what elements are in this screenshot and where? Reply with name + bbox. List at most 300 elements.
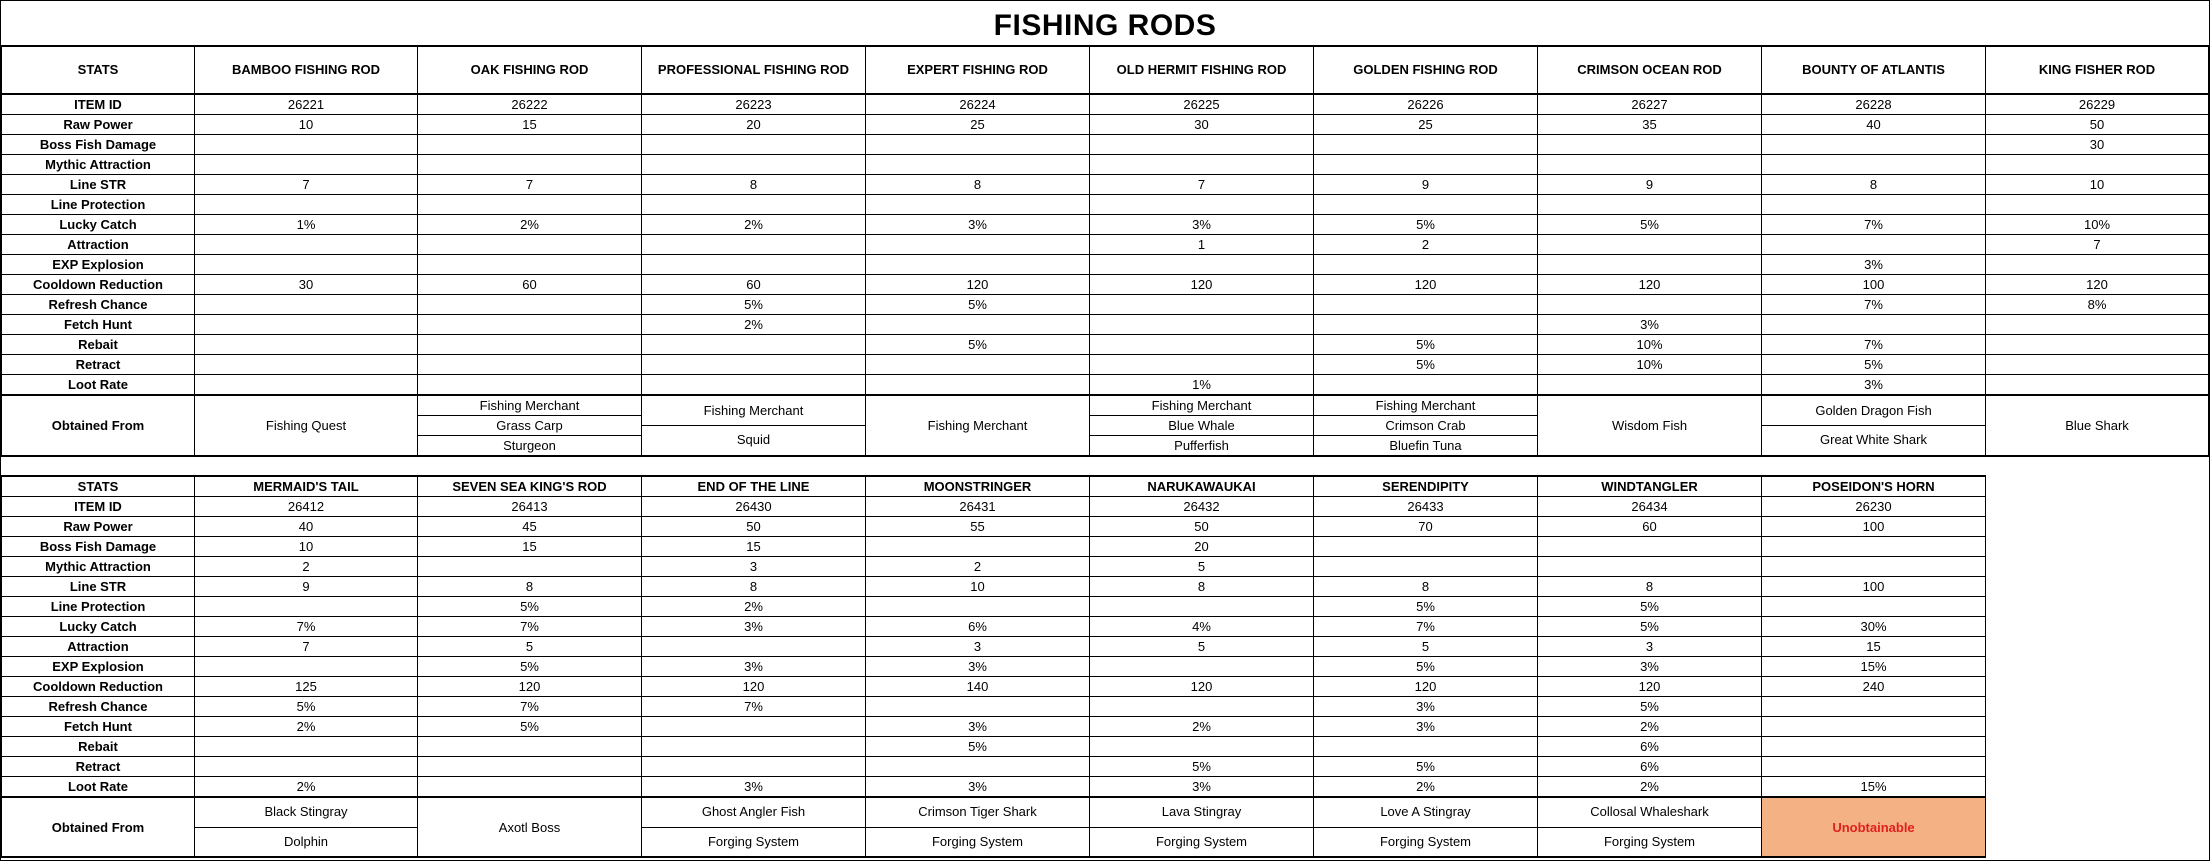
stat-value — [1762, 757, 1986, 777]
stat-value: 2% — [642, 597, 866, 617]
stat-value: 3% — [866, 717, 1090, 737]
rod-name-header: BAMBOO FISHING ROD — [195, 47, 418, 94]
stat-value: 5% — [1538, 597, 1762, 617]
stat-value — [642, 255, 866, 275]
stat-value: 240 — [1762, 677, 1986, 697]
stat-value: 30 — [1090, 115, 1314, 135]
obtained-source: Squid — [736, 432, 771, 447]
stat-label: Rebait — [2, 737, 195, 757]
stat-value — [866, 697, 1090, 717]
stat-value: 3% — [1762, 255, 1986, 275]
rods-table-1 — [1, 47, 2209, 457]
stat-value: 2% — [642, 215, 866, 235]
stat-value — [866, 195, 1090, 215]
stat-label: Fetch Hunt — [2, 315, 195, 335]
obtained-cell — [1762, 797, 1986, 857]
stat-value: 10 — [866, 577, 1090, 597]
table-row — [2, 557, 1986, 577]
stat-value — [866, 375, 1090, 396]
stat-value: 10% — [1538, 335, 1762, 355]
stat-value — [418, 335, 642, 355]
table-row — [2, 275, 2209, 295]
obtained-source: Fishing Merchant — [927, 418, 1028, 433]
stat-value: 2% — [642, 315, 866, 335]
obtained-source: Wisdom Fish — [1611, 418, 1688, 433]
stat-value — [1538, 135, 1762, 155]
stat-value — [866, 135, 1090, 155]
stat-value: 10 — [1986, 175, 2209, 195]
stat-value — [1090, 295, 1314, 315]
stat-value — [642, 355, 866, 375]
stat-value — [1986, 375, 2209, 396]
stat-value: 5% — [1090, 757, 1314, 777]
table-row — [2, 215, 2209, 235]
stat-value: 26230 — [1762, 497, 1986, 517]
table-row — [2, 355, 2209, 375]
stat-value: 5% — [418, 717, 642, 737]
obtained-source: Fishing Merchant — [418, 396, 641, 416]
stat-label: EXP Explosion — [2, 657, 195, 677]
stat-value: 7% — [1762, 295, 1986, 315]
stat-label: Mythic Attraction — [2, 155, 195, 175]
stat-label: Attraction — [2, 235, 195, 255]
stat-value: 26412 — [195, 497, 418, 517]
table-row — [2, 175, 2209, 195]
rod-name-header: MERMAID'S TAIL — [195, 476, 418, 497]
stat-value: 5% — [195, 697, 418, 717]
obtained-cell — [1090, 797, 1314, 857]
obtained-source: Fishing Merchant — [1314, 396, 1537, 416]
stat-value — [418, 375, 642, 396]
stat-value — [1538, 195, 1762, 215]
obtained-cell — [866, 797, 1090, 857]
table-row — [2, 657, 1986, 677]
obtained-source: Blue Shark — [2065, 418, 2129, 433]
stat-label: Refresh Chance — [2, 295, 195, 315]
stat-value — [1090, 315, 1314, 335]
table-row — [2, 115, 2209, 135]
stat-value: 7 — [418, 175, 642, 195]
table-row — [2, 255, 2209, 275]
stat-value: 100 — [1762, 517, 1986, 537]
stat-value — [1314, 737, 1538, 757]
stat-value: 3% — [642, 657, 866, 677]
stat-value: 45 — [418, 517, 642, 537]
stat-label: Raw Power — [2, 517, 195, 537]
stat-value: 120 — [1986, 275, 2209, 295]
stat-value: 26434 — [1538, 497, 1762, 517]
obtained-cell — [642, 797, 866, 857]
stat-value: 3% — [642, 617, 866, 637]
stat-value: 30 — [1986, 135, 2209, 155]
stat-value — [1314, 537, 1538, 557]
stat-label: Line STR — [2, 175, 195, 195]
table-row — [2, 497, 1986, 517]
table-separator — [1, 455, 2210, 475]
stat-value — [1762, 155, 1986, 175]
rod-name-header: MOONSTRINGER — [866, 476, 1090, 497]
stat-value: 2% — [418, 215, 642, 235]
stat-value — [1762, 557, 1986, 577]
stat-value: 7 — [1986, 235, 2209, 255]
stat-value: 26222 — [418, 94, 642, 115]
stat-value — [1314, 135, 1538, 155]
stat-value: 100 — [1762, 577, 1986, 597]
stat-value: 6% — [866, 617, 1090, 637]
stat-value: 8 — [418, 577, 642, 597]
obtained-source: Ghost Angler Fish — [642, 798, 865, 828]
table-row — [2, 617, 1986, 637]
stat-value: 5 — [1090, 637, 1314, 657]
stat-value: 3 — [642, 557, 866, 577]
stat-value — [195, 597, 418, 617]
stat-label: Attraction — [2, 637, 195, 657]
stat-value: 5% — [1314, 335, 1538, 355]
obtained-source: Blue Whale — [1090, 416, 1313, 436]
stat-label: Cooldown Reduction — [2, 275, 195, 295]
stat-value: 5% — [1314, 657, 1538, 677]
stat-value: 7 — [195, 637, 418, 657]
stat-value: 6% — [1538, 737, 1762, 757]
stat-value: 8% — [1986, 295, 2209, 315]
table-row — [2, 577, 1986, 597]
stat-value: 5% — [1538, 617, 1762, 637]
stat-value: 3 — [866, 637, 1090, 657]
stat-value: 26225 — [1090, 94, 1314, 115]
stat-value: 5 — [1314, 637, 1538, 657]
obtained-source: Pufferfish — [1174, 438, 1229, 453]
obtained-cell — [1314, 797, 1538, 857]
stat-label: Raw Power — [2, 115, 195, 135]
stats-header: STATS — [2, 476, 195, 497]
stat-value — [195, 295, 418, 315]
stat-value: 3% — [1314, 697, 1538, 717]
stat-label: Line STR — [2, 577, 195, 597]
obtained-source: Axotl Boss — [498, 819, 561, 835]
stat-value: 3% — [866, 777, 1090, 798]
obtained-source: Great White Shark — [1820, 432, 1927, 447]
stat-value: 15 — [642, 537, 866, 557]
stat-value: 10 — [195, 537, 418, 557]
obtained-cell — [195, 797, 418, 857]
rod-name-header: GOLDEN FISHING ROD — [1314, 47, 1538, 94]
rods-table-2 — [1, 475, 1986, 858]
stat-label: Boss Fish Damage — [2, 135, 195, 155]
stat-value — [1538, 557, 1762, 577]
stat-value: 9 — [1314, 175, 1538, 195]
stat-value — [1090, 597, 1314, 617]
stat-value — [418, 737, 642, 757]
stat-value — [1090, 355, 1314, 375]
stat-value — [1090, 335, 1314, 355]
stat-value — [1762, 537, 1986, 557]
stat-value: 120 — [418, 677, 642, 697]
stat-value — [195, 375, 418, 396]
obtained-cell — [642, 395, 866, 456]
stat-value: 55 — [866, 517, 1090, 537]
stat-value: 7% — [418, 697, 642, 717]
stat-value: 2% — [195, 777, 418, 798]
stat-value — [418, 195, 642, 215]
obtained-cell — [195, 395, 418, 456]
stat-value — [1090, 697, 1314, 717]
stat-value — [195, 335, 418, 355]
stat-value — [1762, 195, 1986, 215]
stat-value: 5 — [1090, 557, 1314, 577]
stat-label: Rebait — [2, 335, 195, 355]
stat-value — [418, 255, 642, 275]
rod-name-header: SEVEN SEA KING'S ROD — [418, 476, 642, 497]
stat-value: 5% — [1762, 355, 1986, 375]
stat-value — [642, 375, 866, 396]
table-row — [2, 777, 1986, 798]
stats-header: STATS — [2, 47, 195, 94]
stat-value: 26432 — [1090, 497, 1314, 517]
obtained-source: Love A Stingray — [1314, 798, 1537, 828]
rod-name-header: POSEIDON'S HORN — [1762, 476, 1986, 497]
table-row — [2, 375, 2209, 396]
stat-value: 120 — [1090, 677, 1314, 697]
stat-value — [1762, 135, 1986, 155]
table-row — [2, 697, 1986, 717]
stat-value — [866, 757, 1090, 777]
table-row — [2, 195, 2209, 215]
stat-value: 2% — [1538, 717, 1762, 737]
obtained-source: Golden Dragon Fish — [1762, 397, 1985, 427]
table-row — [2, 94, 2209, 115]
stat-value — [1090, 657, 1314, 677]
obtained-row — [2, 395, 2209, 456]
obtained-source: Crimson Crab — [1314, 416, 1537, 436]
stat-label: ITEM ID — [2, 94, 195, 115]
stat-value: 7% — [195, 617, 418, 637]
table-row — [2, 717, 1986, 737]
stat-value — [1090, 135, 1314, 155]
obtained-cell — [1986, 395, 2209, 456]
stat-value — [1986, 355, 2209, 375]
stat-value — [1762, 717, 1986, 737]
sheet-title: FISHING RODS — [1, 1, 2209, 47]
obtained-cell — [1538, 797, 1762, 857]
stat-value: 3% — [1538, 315, 1762, 335]
stat-value — [1314, 295, 1538, 315]
table-row — [2, 757, 1986, 777]
stat-value: 8 — [1090, 577, 1314, 597]
stat-value: 40 — [1762, 115, 1986, 135]
stat-value: 26227 — [1538, 94, 1762, 115]
stat-value — [1314, 255, 1538, 275]
stat-value: 20 — [642, 115, 866, 135]
stat-value: 26224 — [866, 94, 1090, 115]
stat-value — [195, 355, 418, 375]
stat-value — [1090, 155, 1314, 175]
stat-value: 10% — [1986, 215, 2209, 235]
stat-value: 120 — [1314, 275, 1538, 295]
stat-label: Retract — [2, 757, 195, 777]
table-row — [2, 315, 2209, 335]
stat-value: 125 — [195, 677, 418, 697]
stat-value: 26226 — [1314, 94, 1538, 115]
stat-label: Retract — [2, 355, 195, 375]
obtained-source: Fishing Merchant — [1090, 396, 1313, 416]
stat-value: 9 — [1538, 175, 1762, 195]
table-row — [2, 235, 2209, 255]
stat-value: 2 — [866, 557, 1090, 577]
stat-value: 5% — [1314, 215, 1538, 235]
obtained-label: Obtained From — [2, 797, 195, 857]
stat-value — [1314, 195, 1538, 215]
stat-value: 9 — [195, 577, 418, 597]
stat-value: 5% — [866, 335, 1090, 355]
stat-value: 2% — [195, 717, 418, 737]
stat-value — [1314, 375, 1538, 396]
obtained-source: Forging System — [707, 833, 800, 849]
stat-value: 15% — [1762, 657, 1986, 677]
stat-value: 5% — [1314, 757, 1538, 777]
stat-value: 1% — [195, 215, 418, 235]
stat-value: 5% — [866, 737, 1090, 757]
stat-value — [1762, 235, 1986, 255]
rod-name-header: CRIMSON OCEAN ROD — [1538, 47, 1762, 94]
stat-value — [1538, 255, 1762, 275]
stat-value — [642, 737, 866, 757]
obtained-source: Collosal Whaleshark — [1538, 798, 1761, 828]
stat-value — [1762, 737, 1986, 757]
stat-value: 10 — [195, 115, 418, 135]
stat-value — [1090, 195, 1314, 215]
rod-name-header: OAK FISHING ROD — [418, 47, 642, 94]
stat-value: 7 — [1090, 175, 1314, 195]
stat-value: 3% — [866, 215, 1090, 235]
stat-value — [418, 777, 642, 798]
stat-value — [195, 135, 418, 155]
stat-value: 2% — [1314, 777, 1538, 798]
stat-value — [418, 235, 642, 255]
stat-value: 1 — [1090, 235, 1314, 255]
stat-value: 6% — [1538, 757, 1762, 777]
stat-value — [1762, 697, 1986, 717]
rod-name-header: WINDTANGLER — [1538, 476, 1762, 497]
stat-value: 25 — [866, 115, 1090, 135]
stat-value: 26431 — [866, 497, 1090, 517]
stat-value: 3% — [1762, 375, 1986, 396]
obtained-source: Forging System — [1155, 833, 1248, 849]
stat-label: Lucky Catch — [2, 215, 195, 235]
stat-value: 10% — [1538, 355, 1762, 375]
stat-value: 40 — [195, 517, 418, 537]
stat-label: Loot Rate — [2, 777, 195, 798]
stat-value: 50 — [1986, 115, 2209, 135]
stat-value: 7% — [1762, 215, 1986, 235]
stat-value — [1538, 537, 1762, 557]
stat-value: 7% — [1762, 335, 1986, 355]
stat-value: 50 — [642, 517, 866, 537]
stat-value — [642, 637, 866, 657]
stat-value: 15 — [418, 537, 642, 557]
stat-value — [642, 757, 866, 777]
stat-value: 60 — [642, 275, 866, 295]
stat-value: 5% — [866, 295, 1090, 315]
obtained-source: Bluefin Tuna — [1389, 438, 1462, 453]
stat-value: 26433 — [1314, 497, 1538, 517]
stat-value: 2 — [195, 557, 418, 577]
obtained-cell — [866, 395, 1090, 456]
obtained-source: Forging System — [1379, 833, 1472, 849]
table-row — [2, 677, 1986, 697]
stat-value: 26229 — [1986, 94, 2209, 115]
stat-value: 5 — [418, 637, 642, 657]
table-row — [2, 637, 1986, 657]
obtained-source: Sturgeon — [503, 438, 556, 453]
obtained-source: Grass Carp — [418, 416, 641, 436]
stat-value: 5% — [642, 295, 866, 315]
obtained-cell — [1314, 395, 1538, 456]
stat-value — [642, 235, 866, 255]
stat-value: 30% — [1762, 617, 1986, 637]
table-row — [2, 517, 1986, 537]
stat-value: 8 — [866, 175, 1090, 195]
stat-label: ITEM ID — [2, 497, 195, 517]
table-row — [2, 135, 2209, 155]
stat-label: EXP Explosion — [2, 255, 195, 275]
obtained-cell — [418, 797, 642, 857]
stat-value — [1090, 255, 1314, 275]
stat-value — [195, 195, 418, 215]
stat-value — [866, 315, 1090, 335]
stat-value: 26430 — [642, 497, 866, 517]
stat-value — [642, 717, 866, 737]
stat-value — [1986, 335, 2209, 355]
obtained-cell — [1538, 395, 1762, 456]
stat-value — [642, 155, 866, 175]
stat-label: Loot Rate — [2, 375, 195, 396]
obtained-cell — [1090, 395, 1314, 456]
stat-value: 3 — [1538, 637, 1762, 657]
stat-value: 5% — [418, 657, 642, 677]
stat-value: 26413 — [418, 497, 642, 517]
stat-value — [866, 537, 1090, 557]
stat-value — [1986, 255, 2209, 275]
obtained-label: Obtained From — [2, 395, 195, 456]
stat-value — [1762, 597, 1986, 617]
stat-label: Line Protection — [2, 597, 195, 617]
stat-value: 7 — [195, 175, 418, 195]
obtained-source: Dolphin — [283, 833, 329, 849]
stat-label: Fetch Hunt — [2, 717, 195, 737]
stat-value: 2% — [1090, 717, 1314, 737]
stat-value — [418, 557, 642, 577]
obtained-source: Crimson Tiger Shark — [866, 798, 1089, 828]
stat-value: 4% — [1090, 617, 1314, 637]
stat-value — [418, 355, 642, 375]
stat-value: 3% — [1090, 215, 1314, 235]
stat-value: 7% — [418, 617, 642, 637]
stat-value — [1986, 155, 2209, 175]
stat-value: 3% — [1090, 777, 1314, 798]
stat-value: 5% — [1314, 597, 1538, 617]
stat-value: 26223 — [642, 94, 866, 115]
stat-label: Mythic Attraction — [2, 557, 195, 577]
stat-value — [1986, 195, 2209, 215]
stat-value — [195, 255, 418, 275]
rod-name-header: KING FISHER ROD — [1986, 47, 2209, 94]
stat-value — [866, 155, 1090, 175]
stat-value — [1762, 315, 1986, 335]
table-row — [2, 597, 1986, 617]
obtained-source: Forging System — [1603, 833, 1696, 849]
stat-value — [1314, 315, 1538, 335]
stat-value: 3% — [1538, 657, 1762, 677]
